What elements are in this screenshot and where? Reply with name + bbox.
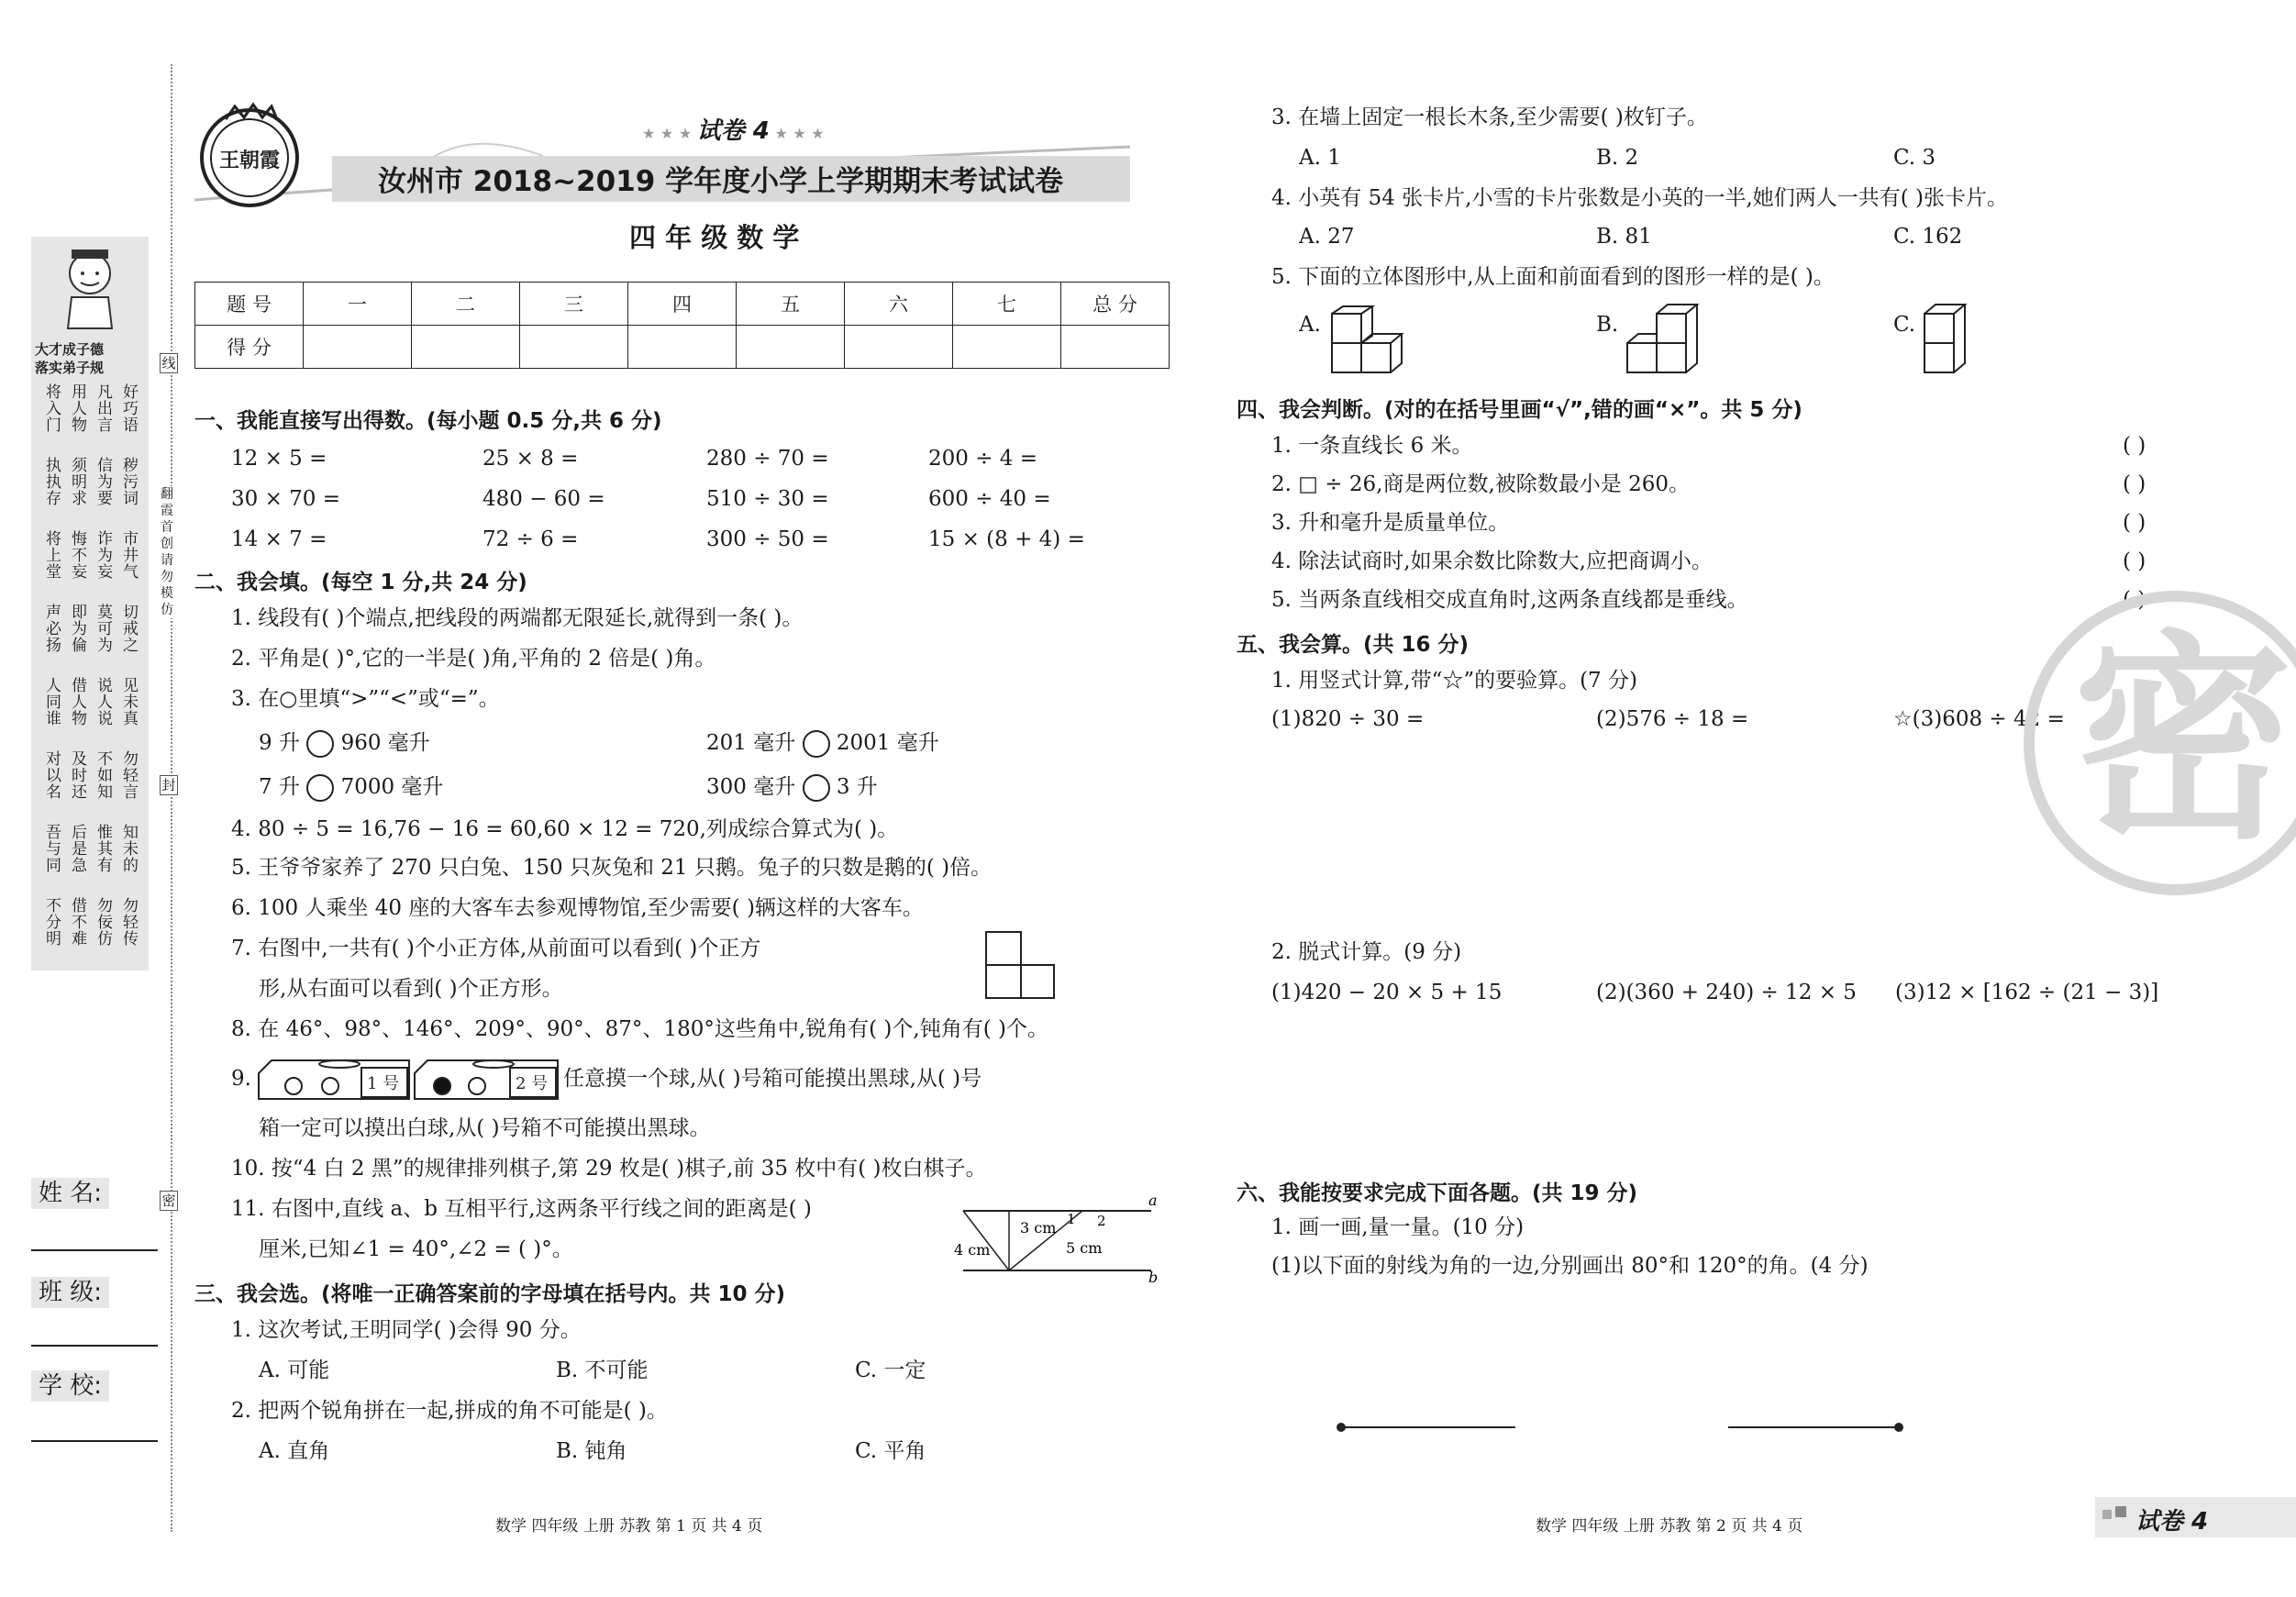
calc-item: 280 ÷ 70 = [706, 447, 829, 471]
motto-panel [31, 237, 149, 970]
vertical-calc-item: (1)820 ÷ 30 = [1271, 707, 1425, 731]
secret-stamp-icon [2020, 587, 2295, 899]
score-table-score-row [195, 326, 1170, 369]
section4-heading: 四、我会判断。(对的在括号里画“√”,错的画“×”。共 5 分) [1237, 398, 1802, 422]
saying-column: 说人说 [94, 677, 112, 726]
motto-line-2: 落实弟子规 [35, 360, 105, 376]
score-header-cell: 四 [628, 283, 737, 326]
saying-column: 惟其有 [94, 824, 112, 873]
saying-column: 吾与同 [42, 824, 61, 873]
binding-dotted-line [171, 64, 172, 1532]
section1-heading: 一、我能直接写出得数。(每小题 0.5 分,共 6 分) [194, 409, 662, 433]
calc-item: 14 × 7 = [231, 527, 327, 551]
section6-heading: 六、我能按要求完成下面各题。(共 19 分) [1237, 1181, 1638, 1205]
cube [985, 964, 1022, 999]
choice-option[interactable]: A. 可能 [259, 1359, 330, 1382]
choice-question-3: 3. 在墙上固定一根长木条,至少需要( )枚钉子。 [1271, 105, 1708, 129]
vertical-calc-item: (2)576 ÷ 18 = [1596, 707, 1749, 731]
choice-question-5: 5. 下面的立体图形中,从上面和前面看到的图形一样的是( )。 [1271, 265, 1835, 289]
svg-text:5 cm: 5 cm [1066, 1239, 1103, 1257]
choice-option[interactable]: B. 钝角 [556, 1439, 627, 1463]
svg-text:3 cm: 3 cm [1020, 1219, 1057, 1237]
score-header-cell: 题 号 [195, 283, 304, 326]
side-note-char: 模 [161, 586, 173, 601]
judge-item: 4. 除法试商时,如果余数比除数大,应把商调小。 [1271, 549, 1713, 573]
compare-item: 300 毫升 3 升 [706, 772, 878, 802]
calc-item: 480 − 60 = [482, 487, 605, 511]
saying-column: 将上堂 [42, 530, 61, 580]
judge-bracket[interactable]: ( ) [2123, 472, 2146, 496]
footer-right: 数学 四年级 上册 苏教 第 2 页 共 4 页 [1536, 1517, 1803, 1536]
solid-figure-a [1326, 306, 1409, 380]
saying-column: 好巧语 [119, 383, 138, 433]
saying-column: 切戒之 [119, 604, 138, 653]
fill-question-9b: 箱一定可以摸出白球,从( )号箱不可能摸出黑球。 [259, 1116, 711, 1140]
saying-column: 见未真 [119, 677, 138, 726]
scholar-mascot-icon [31, 237, 149, 339]
solid-figure-c [1921, 301, 1976, 382]
white-ball-icon [285, 1078, 302, 1094]
saying-column: 知未的 [119, 824, 138, 873]
saying-column: 不分明 [42, 897, 61, 947]
judge-bracket[interactable]: ( ) [2123, 511, 2146, 535]
side-note-char: 勿 [161, 570, 173, 584]
choice-question-4: 4. 小英有 54 张卡片,小雪的卡片张数是小英的一半,她们两人一共有( )张卡片。 [1271, 186, 2009, 210]
score-cell[interactable] [845, 326, 953, 369]
white-ball-icon [469, 1078, 485, 1094]
judge-bracket[interactable]: ( ) [2123, 434, 2146, 458]
side-notes [158, 486, 176, 618]
compare-circle[interactable] [803, 774, 830, 802]
section2-heading: 二、我会填。(每空 1 分,共 24 分) [194, 571, 527, 594]
score-header-cell: 二 [412, 283, 520, 326]
solid-figure-b [1622, 301, 1714, 382]
star-decoration-icon: ★ ★ ★ [769, 125, 825, 142]
saying-column: 勿轻言 [119, 750, 138, 800]
saying-column: 用人物 [68, 383, 86, 433]
fill-question-5: 5. 王爷爷家养了 270 只白兔、150 只灰兔和 21 只鹅。兔子的只数是鹅的( )倍。 [231, 856, 993, 880]
saying-column: 勿佞仿 [94, 897, 112, 947]
section5-heading: 五、我会算。(共 16 分) [1237, 633, 1470, 657]
school-underline[interactable] [31, 1440, 158, 1442]
saying-column: 借人物 [68, 677, 86, 726]
box-2-label: 2 号 [516, 1074, 549, 1093]
motto-line-1: 大才成子德 [35, 341, 105, 358]
choice-question-1: 1. 这次考试,王明同学( )会得 90 分。 [231, 1318, 582, 1342]
judge-item: 1. 一条直线长 6 米。 [1271, 434, 1473, 458]
choice-option[interactable]: C. 162 [1893, 225, 1963, 249]
box-1-label: 1 号 [367, 1074, 400, 1093]
white-ball-icon [322, 1078, 338, 1094]
paper-badge: 试卷 4 [2095, 1497, 2296, 1537]
badge-square-icon [2102, 1510, 2112, 1519]
fill-question-3: 3. 在○里填“>”“<”或“=”。 [231, 687, 500, 711]
ray-1[interactable] [1336, 1420, 1519, 1435]
saying-column: 诈为妄 [94, 530, 112, 580]
score-cell[interactable] [628, 326, 737, 369]
wangzhaoxia-logo-icon [194, 103, 305, 213]
svg-text:王朝霞: 王朝霞 [218, 149, 281, 172]
choice-option[interactable]: A. [1299, 313, 1321, 337]
side-note-char: 霞 [161, 504, 173, 518]
fill-question-7b: 形,从右面可以看到( )个正方形。 [259, 977, 563, 1001]
svg-text:2: 2 [1097, 1213, 1106, 1229]
compare-item: 201 毫升 2001 毫升 [706, 728, 939, 758]
score-header-cell: 总 分 [1061, 283, 1170, 326]
fill-question-9a: 任意摸一个球,从( )号箱可能摸出黑球,从( )号 [563, 1067, 982, 1091]
star-decoration-icon: ★ ★ ★ [642, 125, 697, 142]
saying-column: 声必扬 [42, 604, 61, 653]
vertical-calc-item: ☆(3)608 ÷ 42 = [1893, 707, 2065, 731]
judge-bracket[interactable]: ( ) [2123, 588, 2146, 612]
judge-item: 2. □ ÷ 26,商是两位数,被除数最小是 260。 [1271, 472, 1690, 496]
score-cell[interactable] [953, 326, 1061, 369]
calc-item: 30 × 70 = [231, 487, 341, 511]
saying-column: 凡出言 [94, 383, 112, 433]
svg-text:4 cm: 4 cm [954, 1241, 991, 1259]
score-header-cell: 一 [304, 283, 412, 326]
calc-item: 600 ÷ 40 = [928, 487, 1051, 511]
side-note-char: 翻 [161, 487, 173, 502]
score-table-header-row [195, 283, 1170, 326]
score-header-cell: 三 [520, 283, 628, 326]
score-header-cell: 七 [953, 283, 1061, 326]
fill-question-11a: 11. 右图中,直线 a、b 互相平行,这两条平行线之间的距离是( ) [231, 1197, 812, 1221]
name-field: 姓 名: [31, 1174, 109, 1208]
compare-circle[interactable] [306, 730, 334, 758]
parallel-lines-figure [945, 1192, 1159, 1286]
compare-item: 9 升 960 毫升 [259, 728, 430, 758]
class-underline[interactable] [31, 1345, 158, 1347]
svg-text:a: a [1148, 1192, 1158, 1209]
choice-option[interactable]: C. 平角 [855, 1439, 926, 1463]
side-note-char: 请 [161, 553, 173, 568]
choice-option[interactable]: C. 一定 [855, 1359, 926, 1382]
choice-option[interactable]: A. 27 [1299, 225, 1355, 249]
draw-question-1a: (1)以下面的射线为角的一边,分别画出 80°和 120°的角。(4 分) [1271, 1254, 1869, 1278]
choice-option[interactable]: A. 1 [1299, 146, 1341, 170]
sayings-grid [37, 383, 147, 970]
saying-column: 即为倫 [68, 604, 86, 653]
paper-title: 汝州市 2018~2019 学年度小学上学期期末考试试卷 [378, 165, 1064, 198]
paper-series: ★ ★ ★ 试卷 4 ★ ★ ★ [642, 117, 825, 145]
saying-column: 秽污词 [119, 457, 138, 506]
choice-option[interactable]: B. [1596, 313, 1619, 337]
judge-item: 3. 升和毫升是质量单位。 [1271, 511, 1510, 535]
saying-column: 借不难 [68, 897, 86, 947]
fill-question-4: 4. 80 ÷ 5 = 16,76 − 16 = 60,60 × 12 = 720,列成综合算式为( )。 [231, 817, 899, 841]
saying-column: 悔不妄 [68, 530, 86, 580]
calc-item: 12 × 5 = [231, 447, 327, 471]
cube [985, 931, 1022, 966]
seal-mark-seal: 封 [160, 775, 178, 795]
name-underline[interactable] [31, 1249, 158, 1251]
calc-item: 510 ÷ 30 = [706, 487, 829, 511]
calc-item: 15 × (8 + 4) = [928, 527, 1085, 551]
saying-column: 须明求 [68, 457, 86, 506]
svg-text:b: b [1148, 1269, 1159, 1286]
black-ball-icon [434, 1078, 450, 1094]
calc-question-1: 1. 用竖式计算,带“☆”的要验算。(7 分) [1271, 669, 1637, 693]
step-calc-item: (1)420 − 20 × 5 + 15 [1271, 981, 1503, 1004]
fill-question-1: 1. 线段有( )个端点,把线段的两端都无限延长,就得到一条( )。 [231, 606, 804, 630]
calc-item: 300 ÷ 50 = [706, 527, 829, 551]
cube [1020, 964, 1055, 999]
section3-heading: 三、我会选。(将唯一正确答案前的字母填在括号内。共 10 分) [194, 1282, 786, 1306]
choice-option[interactable]: C. 3 [1893, 146, 1936, 170]
side-note-char: 首 [161, 520, 173, 535]
calc-question-2: 2. 脱式计算。(9 分) [1271, 940, 1462, 964]
saying-column: 信为要 [94, 457, 112, 506]
score-cell[interactable] [737, 326, 845, 369]
calc-item: 25 × 8 = [482, 447, 579, 471]
choice-option[interactable]: A. 直角 [259, 1439, 330, 1463]
saying-column: 市井气 [119, 530, 138, 580]
saying-column: 及时还 [68, 750, 86, 800]
fill-question-6: 6. 100 人乘坐 40 座的大客车去参观博物馆,至少需要( )辆这样的大客车。 [231, 896, 924, 920]
fill-question-9-number: 9. [231, 1067, 251, 1091]
compare-circle[interactable] [306, 774, 334, 802]
ray-2[interactable] [1725, 1420, 1908, 1435]
saying-column: 后是急 [68, 824, 86, 873]
side-note-char: 仿 [161, 603, 173, 617]
fill-question-8: 8. 在 46°、98°、146°、209°、90°、87°、180°这些角中,锐角有( )个,钝角有( )个。 [231, 1017, 1048, 1041]
saying-column: 执执存 [42, 457, 61, 506]
svg-text:1: 1 [1067, 1211, 1076, 1227]
saying-column: 不如知 [94, 750, 112, 800]
score-cell[interactable] [304, 326, 412, 369]
choice-option[interactable]: B. 2 [1596, 146, 1639, 170]
subject-title: 四 年 级 数 学 [629, 222, 800, 253]
saying-column: 对以名 [42, 750, 61, 800]
fill-question-7a: 7. 右图中,一共有( )个小正方体,从前面可以看到( )个正方 [231, 937, 761, 960]
score-cell[interactable] [1061, 326, 1170, 369]
saying-column: 将入门 [42, 383, 61, 433]
fill-question-10: 10. 按“4 白 2 黑”的规律排列棋子,第 29 枚是( )棋子,前 35 枚中有( )枚白棋子。 [231, 1157, 987, 1181]
compare-circle[interactable] [803, 730, 830, 758]
score-header-cell: 五 [737, 283, 845, 326]
class-field: 班 级: [31, 1273, 109, 1307]
score-header-cell: 六 [845, 283, 953, 326]
calc-item: 72 ÷ 6 = [482, 527, 579, 551]
ball-boxes-figure [257, 1055, 560, 1106]
score-cell[interactable] [520, 326, 628, 369]
svg-text:密: 密 [2072, 612, 2294, 869]
calc-item: 200 ÷ 4 = [928, 447, 1038, 471]
saying-column: 莫可为 [94, 604, 112, 653]
score-row-label: 得 分 [195, 326, 304, 369]
footer-left: 数学 四年级 上册 苏教 第 1 页 共 4 页 [495, 1517, 763, 1536]
q7-cube-figure [985, 931, 1068, 999]
school-field: 学 校: [31, 1367, 109, 1401]
choice-question-2: 2. 把两个锐角拼在一起,拼成的角不可能是( )。 [231, 1399, 668, 1423]
choice-option[interactable]: B. 不可能 [556, 1359, 649, 1382]
judge-item: 5. 当两条直线相交成直角时,这两条直线都是垂线。 [1271, 588, 1748, 612]
score-cell[interactable] [412, 326, 520, 369]
badge-square-icon [2115, 1506, 2126, 1517]
fill-question-2: 2. 平角是( )°,它的一半是( )角,平角的 2 倍是( )角。 [231, 647, 716, 671]
choice-option[interactable]: B. 81 [1596, 225, 1652, 249]
saying-column: 勿轻传 [119, 897, 138, 947]
side-note-char: 创 [161, 537, 173, 551]
step-calc-item: (2)(360 + 240) ÷ 12 × 5 [1596, 981, 1857, 1004]
fill-question-11b: 厘米,已知∠1 = 40°,∠2 = ( )°。 [259, 1237, 573, 1261]
saying-column: 人同谁 [42, 677, 61, 726]
compare-item: 7 升 7000 毫升 [259, 772, 443, 802]
step-calc-item: (3)12 × [162 ÷ (21 − 3)] [1895, 981, 2159, 1004]
choice-option[interactable]: C. [1893, 313, 1916, 337]
seal-mark-secret: 密 [160, 1191, 178, 1211]
score-table [194, 282, 1170, 369]
judge-bracket[interactable]: ( ) [2123, 549, 2146, 573]
draw-question-1: 1. 画一画,量一量。(10 分) [1271, 1215, 1525, 1239]
seal-mark-line: 线 [160, 353, 178, 373]
